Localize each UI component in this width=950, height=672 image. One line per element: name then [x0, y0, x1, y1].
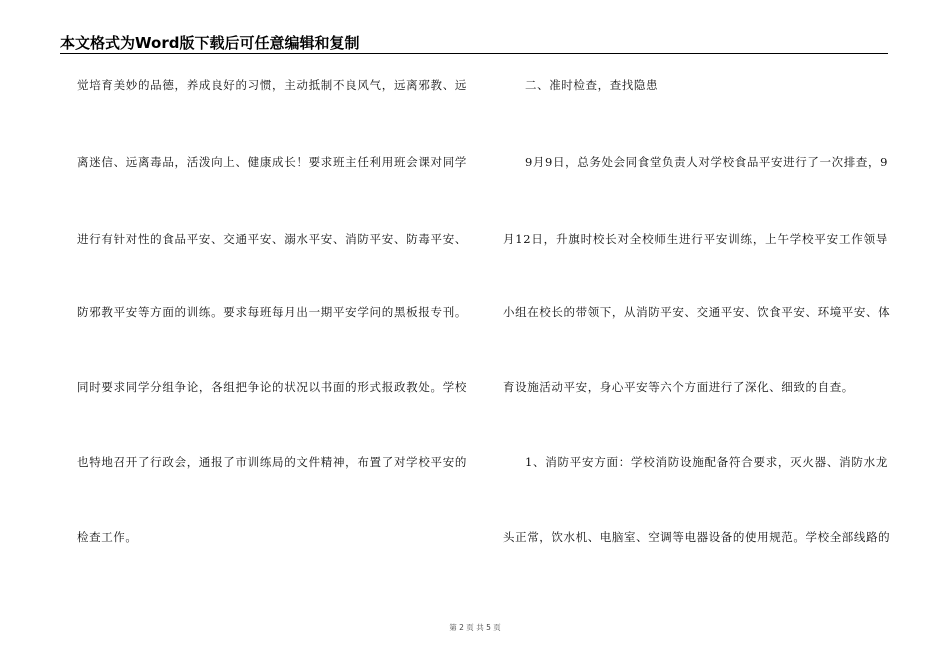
- left-line-3: 进行有针对性的食品平安、交通平安、溺水平安、消防平安、防毒平安、: [77, 232, 467, 246]
- right-text-column: [503, 71, 891, 611]
- left-line-7: 检查工作。: [77, 530, 138, 544]
- left-line-1: 觉培育美妙的品德，养成良好的习惯，主动抵制不良风气，远离邪教、远: [77, 78, 467, 92]
- left-line-4: 防邪教平安等方面的训练。要求每班每月出一期平安学问的黑板报专刊。: [77, 305, 467, 319]
- left-text-column: [77, 71, 467, 611]
- left-line-6: 也特地召开了行政会，通报了市训练局的文件精神，布置了对学校平安的: [77, 455, 467, 469]
- document-header-title: 本文格式为Word版下载后可任意编辑和复制: [60, 34, 360, 52]
- left-line-2: 离迷信、远离毒品，活泼向上、健康成长！要求班主任利用班会课对同学: [77, 155, 467, 169]
- left-line-5: 同时要求同学分组争论，各组把争论的状况以书面的形式报政教处。学校: [77, 380, 467, 394]
- right-line-2: 9月9日，总务处会同食堂负责人对学校食品平安进行了一次排查，9: [525, 155, 888, 169]
- section-heading: 二、准时检查，查找隐患: [525, 78, 659, 92]
- header-divider: [60, 53, 888, 54]
- right-line-5: 育设施活动平安，身心平安等六个方面进行了深化、细致的自查。: [503, 380, 854, 394]
- right-line-3: 月12日，升旗时校长对全校师生进行平安训练，上午学校平安工作领导: [503, 232, 888, 246]
- right-line-6: 1、消防平安方面：学校消防设施配备符合要求，灭火器、消防水龙: [525, 455, 888, 469]
- right-line-4: 小组在校长的带领下，从消防平安、交通平安、饮食平安、环境平安、体: [503, 305, 891, 319]
- right-line-7: 头正常，饮水机、电脑室、空调等电器设备的使用规范。学校全部线路的: [503, 530, 891, 544]
- page-number-footer: 第 2 页 共 5 页: [449, 623, 501, 632]
